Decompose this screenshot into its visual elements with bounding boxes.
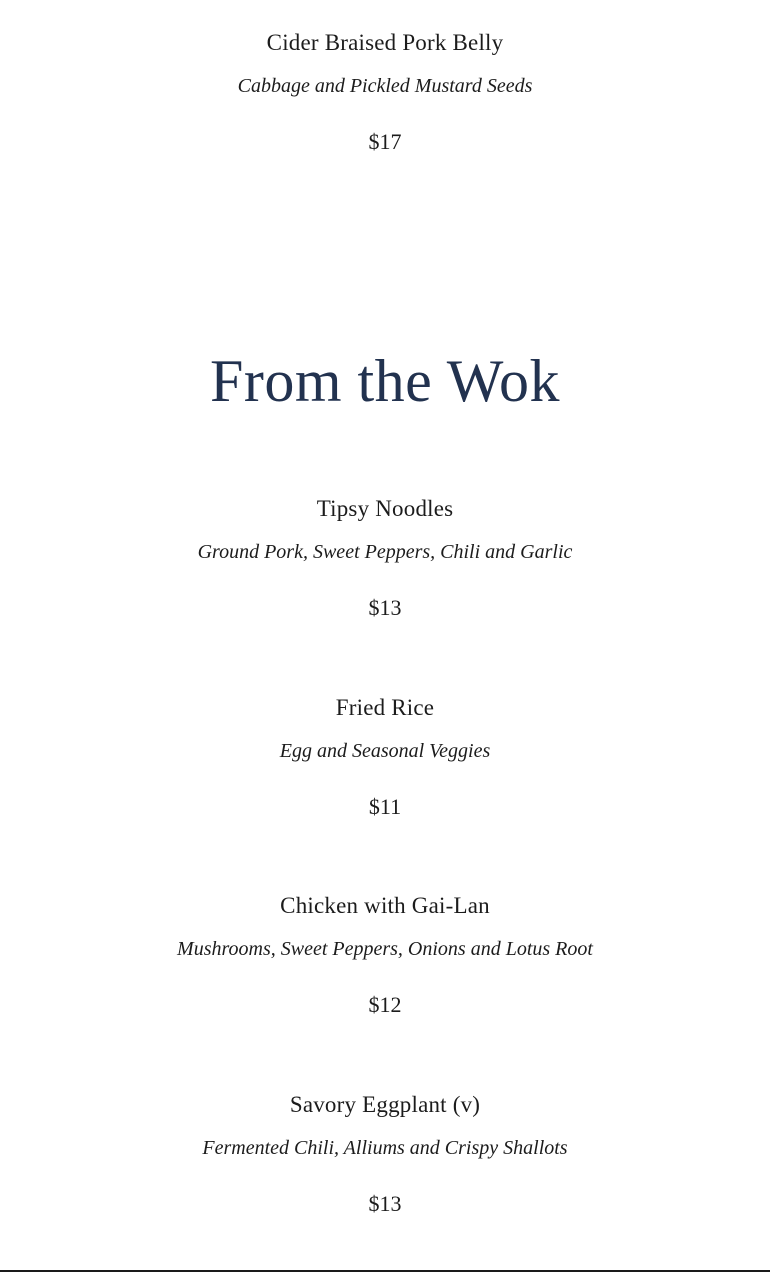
menu-item-price: $11 [368, 794, 402, 819]
section-title: From the Wok [209, 348, 561, 414]
menu-item-name: Savory Eggplant (v) [289, 1092, 481, 1117]
menu-item-pork-belly [0, 28, 770, 157]
menu-item-description: Cabbage and Pickled Mustard Seeds [237, 75, 533, 97]
menu-item-price: $12 [368, 992, 402, 1017]
menu-item-description: Fermented Chili, Alliums and Crispy Shallots [202, 1137, 568, 1159]
menu-item-description: Ground Pork, Sweet Peppers, Chili and Garlic [197, 541, 573, 563]
menu-item-chicken-gai-lan [0, 891, 770, 1020]
menu-item-name: Cider Braised Pork Belly [266, 30, 504, 55]
menu-item-name: Fried Rice [335, 695, 435, 720]
menu-item-description: Egg and Seasonal Veggies [279, 740, 491, 762]
menu-item-price: $13 [368, 1191, 402, 1216]
menu-item-name: Chicken with Gai-Lan [280, 893, 490, 918]
menu-item-tipsy-noodles [0, 494, 770, 623]
menu-item-price: $17 [368, 129, 402, 154]
menu-item-savory-eggplant [0, 1090, 770, 1219]
menu-item-price: $13 [368, 595, 402, 620]
bottom-divider [0, 1270, 770, 1272]
menu-item-name: Tipsy Noodles [316, 496, 454, 521]
menu-item-fried-rice [0, 693, 770, 822]
menu-item-description: Mushrooms, Sweet Peppers, Onions and Lotus Root [177, 938, 593, 960]
